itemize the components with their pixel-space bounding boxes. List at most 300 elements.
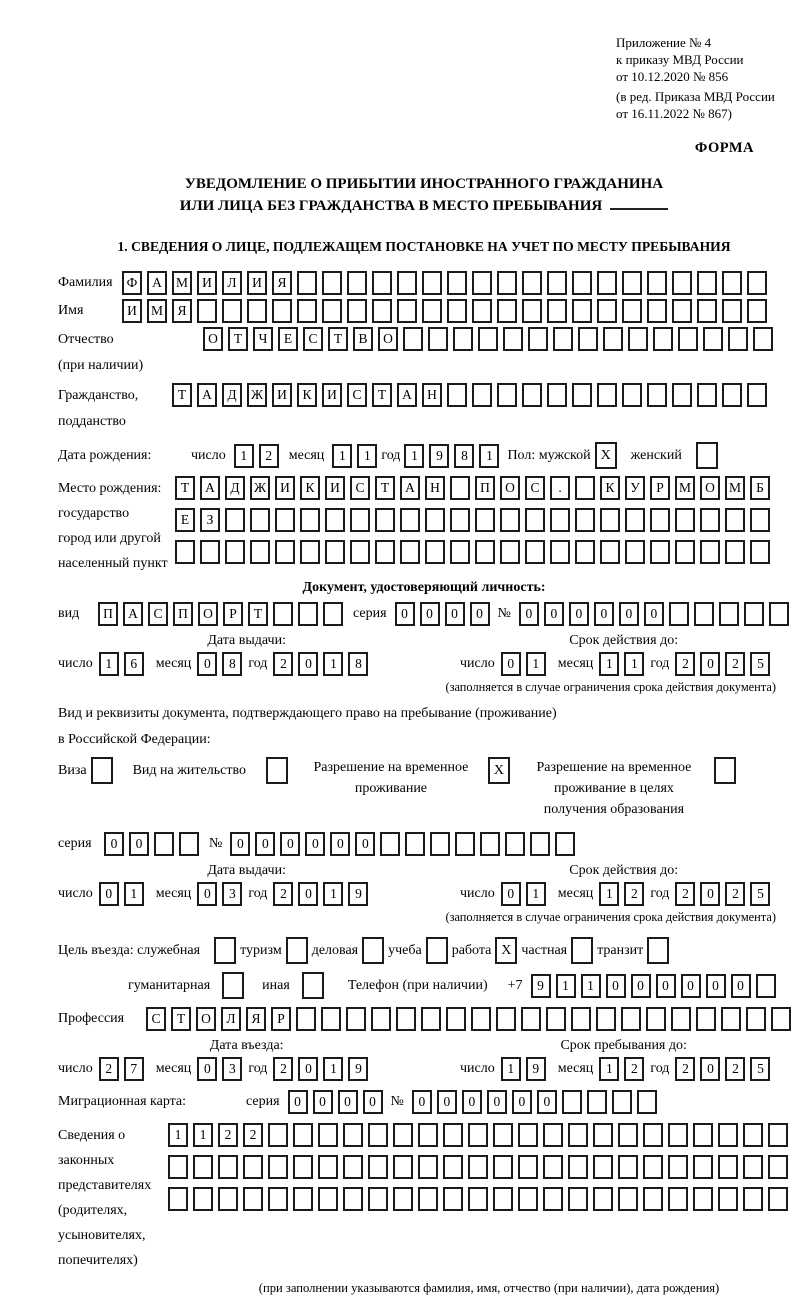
char-cell[interactable]: 8 — [222, 652, 242, 676]
char-cell[interactable] — [396, 1007, 416, 1031]
char-cell[interactable] — [425, 508, 445, 532]
char-cell[interactable]: 0 — [298, 1057, 318, 1081]
char-cell[interactable]: Т — [175, 476, 195, 500]
char-cell[interactable] — [325, 540, 345, 564]
char-cell[interactable] — [168, 1155, 188, 1179]
char-cell[interactable]: 0 — [512, 1090, 532, 1114]
char-cell[interactable]: 2 — [99, 1057, 119, 1081]
char-cell[interactable] — [543, 1123, 563, 1147]
char-cell[interactable] — [418, 1123, 438, 1147]
char-cell[interactable] — [243, 1187, 263, 1211]
char-cell[interactable] — [393, 1187, 413, 1211]
char-cell[interactable] — [375, 540, 395, 564]
char-cell[interactable]: Ж — [247, 383, 267, 407]
char-cell[interactable]: 0 — [363, 1090, 383, 1114]
char-cell[interactable] — [768, 1155, 788, 1179]
char-cell[interactable]: О — [198, 602, 218, 626]
char-cell[interactable] — [669, 602, 689, 626]
char-cell[interactable] — [475, 540, 495, 564]
char-cell[interactable] — [293, 1187, 313, 1211]
char-cell[interactable] — [168, 1187, 188, 1211]
char-cell[interactable]: Т — [328, 327, 348, 351]
char-cell[interactable] — [572, 299, 592, 323]
char-cell[interactable]: 8 — [348, 652, 368, 676]
char-cell[interactable] — [468, 1123, 488, 1147]
char-cell[interactable]: 2 — [218, 1123, 238, 1147]
char-cell[interactable] — [700, 508, 720, 532]
char-cell[interactable] — [597, 383, 617, 407]
char-cell[interactable]: Ч — [253, 327, 273, 351]
char-cell[interactable]: П — [98, 602, 118, 626]
char-cell[interactable]: 1 — [168, 1123, 188, 1147]
char-cell[interactable]: 0 — [606, 974, 626, 998]
char-cell[interactable] — [596, 1007, 616, 1031]
char-cell[interactable]: Т — [228, 327, 248, 351]
char-cell[interactable] — [300, 508, 320, 532]
char-cell[interactable] — [697, 299, 717, 323]
char-cell[interactable] — [571, 1007, 591, 1031]
char-cell[interactable] — [197, 299, 217, 323]
char-cell[interactable]: К — [300, 476, 320, 500]
char-cell[interactable] — [721, 1007, 741, 1031]
male-checkbox[interactable]: X — [595, 442, 617, 469]
char-cell[interactable] — [500, 540, 520, 564]
char-cell[interactable] — [575, 476, 595, 500]
char-cell[interactable] — [647, 383, 667, 407]
char-cell[interactable]: 0 — [313, 1090, 333, 1114]
char-cell[interactable]: 9 — [429, 444, 449, 468]
char-cell[interactable]: 0 — [501, 652, 521, 676]
char-cell[interactable] — [453, 327, 473, 351]
char-cell[interactable] — [768, 1123, 788, 1147]
char-cell[interactable]: 1 — [404, 444, 424, 468]
char-cell[interactable]: 2 — [273, 882, 293, 906]
char-cell[interactable] — [471, 1007, 491, 1031]
char-cell[interactable] — [368, 1155, 388, 1179]
char-cell[interactable] — [447, 299, 467, 323]
char-cell[interactable]: 0 — [537, 1090, 557, 1114]
char-cell[interactable] — [553, 327, 573, 351]
char-cell[interactable] — [468, 1155, 488, 1179]
char-cell[interactable]: 0 — [544, 602, 564, 626]
char-cell[interactable] — [493, 1155, 513, 1179]
char-cell[interactable] — [600, 540, 620, 564]
char-cell[interactable]: Д — [222, 383, 242, 407]
char-cell[interactable] — [597, 271, 617, 295]
char-cell[interactable] — [297, 271, 317, 295]
char-cell[interactable]: Б — [750, 476, 770, 500]
char-cell[interactable] — [268, 1123, 288, 1147]
char-cell[interactable] — [547, 299, 567, 323]
char-cell[interactable] — [647, 271, 667, 295]
char-cell[interactable] — [393, 1155, 413, 1179]
char-cell[interactable] — [243, 1155, 263, 1179]
char-cell[interactable] — [522, 271, 542, 295]
char-cell[interactable]: Р — [650, 476, 670, 500]
char-cell[interactable] — [525, 508, 545, 532]
char-cell[interactable]: И — [272, 383, 292, 407]
char-cell[interactable] — [650, 540, 670, 564]
char-cell[interactable]: С — [347, 383, 367, 407]
char-cell[interactable] — [397, 271, 417, 295]
char-cell[interactable]: 0 — [338, 1090, 358, 1114]
char-cell[interactable] — [547, 271, 567, 295]
char-cell[interactable] — [593, 1155, 613, 1179]
char-cell[interactable]: 3 — [222, 1057, 242, 1081]
char-cell[interactable] — [525, 540, 545, 564]
char-cell[interactable] — [703, 327, 723, 351]
female-checkbox[interactable] — [696, 442, 718, 469]
char-cell[interactable]: 1 — [479, 444, 499, 468]
char-cell[interactable] — [322, 271, 342, 295]
char-cell[interactable]: 0 — [470, 602, 490, 626]
char-cell[interactable] — [298, 602, 318, 626]
char-cell[interactable] — [275, 540, 295, 564]
char-cell[interactable] — [472, 299, 492, 323]
temp-residence-checkbox[interactable]: X — [488, 757, 510, 784]
char-cell[interactable] — [700, 540, 720, 564]
char-cell[interactable] — [154, 832, 174, 856]
char-cell[interactable] — [430, 832, 450, 856]
char-cell[interactable]: 2 — [725, 652, 745, 676]
char-cell[interactable] — [425, 540, 445, 564]
char-cell[interactable]: 9 — [348, 882, 368, 906]
char-cell[interactable] — [218, 1187, 238, 1211]
char-cell[interactable]: Е — [278, 327, 298, 351]
char-cell[interactable]: И — [247, 271, 267, 295]
char-cell[interactable]: 1 — [501, 1057, 521, 1081]
char-cell[interactable] — [247, 299, 267, 323]
char-cell[interactable] — [518, 1155, 538, 1179]
char-cell[interactable]: 0 — [501, 882, 521, 906]
char-cell[interactable] — [543, 1187, 563, 1211]
char-cell[interactable] — [587, 1090, 607, 1114]
char-cell[interactable]: 0 — [255, 832, 275, 856]
char-cell[interactable]: Я — [272, 271, 292, 295]
char-cell[interactable] — [403, 327, 423, 351]
char-cell[interactable] — [675, 540, 695, 564]
char-cell[interactable] — [678, 327, 698, 351]
char-cell[interactable]: 2 — [725, 1057, 745, 1081]
purpose-private-checkbox[interactable] — [571, 937, 593, 964]
char-cell[interactable]: Т — [172, 383, 192, 407]
char-cell[interactable]: Т — [375, 476, 395, 500]
char-cell[interactable]: Н — [422, 383, 442, 407]
char-cell[interactable]: 1 — [323, 882, 343, 906]
char-cell[interactable]: 0 — [197, 652, 217, 676]
char-cell[interactable] — [446, 1007, 466, 1031]
char-cell[interactable] — [693, 1123, 713, 1147]
char-cell[interactable] — [653, 327, 673, 351]
char-cell[interactable] — [318, 1155, 338, 1179]
char-cell[interactable] — [618, 1155, 638, 1179]
char-cell[interactable]: 0 — [99, 882, 119, 906]
char-cell[interactable] — [450, 476, 470, 500]
char-cell[interactable]: Я — [246, 1007, 266, 1031]
char-cell[interactable] — [622, 271, 642, 295]
char-cell[interactable]: М — [725, 476, 745, 500]
char-cell[interactable]: 1 — [624, 652, 644, 676]
char-cell[interactable] — [472, 383, 492, 407]
char-cell[interactable] — [722, 383, 742, 407]
char-cell[interactable] — [505, 832, 525, 856]
char-cell[interactable] — [497, 271, 517, 295]
char-cell[interactable] — [650, 508, 670, 532]
char-cell[interactable]: 0 — [437, 1090, 457, 1114]
char-cell[interactable] — [443, 1187, 463, 1211]
char-cell[interactable]: Я — [172, 299, 192, 323]
char-cell[interactable]: Л — [222, 271, 242, 295]
char-cell[interactable]: 0 — [280, 832, 300, 856]
char-cell[interactable]: 0 — [230, 832, 250, 856]
char-cell[interactable]: Ф — [122, 271, 142, 295]
char-cell[interactable] — [718, 1155, 738, 1179]
char-cell[interactable]: 1 — [323, 652, 343, 676]
char-cell[interactable] — [347, 271, 367, 295]
purpose-other-checkbox[interactable] — [302, 972, 324, 999]
char-cell[interactable]: 8 — [454, 444, 474, 468]
char-cell[interactable]: 5 — [750, 1057, 770, 1081]
char-cell[interactable] — [318, 1187, 338, 1211]
char-cell[interactable]: 2 — [725, 882, 745, 906]
char-cell[interactable]: И — [322, 383, 342, 407]
char-cell[interactable] — [397, 299, 417, 323]
char-cell[interactable] — [318, 1123, 338, 1147]
char-cell[interactable]: 1 — [99, 652, 119, 676]
char-cell[interactable] — [547, 383, 567, 407]
char-cell[interactable] — [350, 508, 370, 532]
char-cell[interactable] — [747, 383, 767, 407]
char-cell[interactable] — [200, 540, 220, 564]
char-cell[interactable]: 0 — [569, 602, 589, 626]
char-cell[interactable] — [668, 1155, 688, 1179]
char-cell[interactable]: 0 — [681, 974, 701, 998]
char-cell[interactable]: 0 — [631, 974, 651, 998]
char-cell[interactable] — [497, 383, 517, 407]
char-cell[interactable]: 0 — [700, 882, 720, 906]
char-cell[interactable] — [322, 299, 342, 323]
char-cell[interactable] — [346, 1007, 366, 1031]
char-cell[interactable] — [771, 1007, 791, 1031]
char-cell[interactable] — [393, 1123, 413, 1147]
char-cell[interactable]: 3 — [222, 882, 242, 906]
char-cell[interactable] — [375, 508, 395, 532]
char-cell[interactable] — [222, 299, 242, 323]
char-cell[interactable] — [175, 540, 195, 564]
purpose-tourism-checkbox[interactable] — [286, 937, 308, 964]
char-cell[interactable] — [747, 271, 767, 295]
char-cell[interactable]: А — [397, 383, 417, 407]
char-cell[interactable] — [672, 383, 692, 407]
residence-permit-checkbox[interactable] — [266, 757, 288, 784]
char-cell[interactable] — [503, 327, 523, 351]
char-cell[interactable]: С — [303, 327, 323, 351]
char-cell[interactable] — [743, 1155, 763, 1179]
char-cell[interactable]: 1 — [581, 974, 601, 998]
char-cell[interactable]: 5 — [750, 652, 770, 676]
char-cell[interactable] — [725, 540, 745, 564]
char-cell[interactable] — [428, 327, 448, 351]
char-cell[interactable] — [443, 1123, 463, 1147]
char-cell[interactable] — [273, 602, 293, 626]
char-cell[interactable] — [718, 1123, 738, 1147]
char-cell[interactable]: 0 — [298, 882, 318, 906]
char-cell[interactable] — [325, 508, 345, 532]
char-cell[interactable]: 0 — [305, 832, 325, 856]
char-cell[interactable]: 1 — [193, 1123, 213, 1147]
char-cell[interactable] — [293, 1155, 313, 1179]
char-cell[interactable] — [296, 1007, 316, 1031]
char-cell[interactable] — [622, 383, 642, 407]
char-cell[interactable] — [625, 540, 645, 564]
char-cell[interactable]: А — [123, 602, 143, 626]
char-cell[interactable]: 0 — [197, 1057, 217, 1081]
char-cell[interactable]: 1 — [357, 444, 377, 468]
char-cell[interactable] — [193, 1155, 213, 1179]
char-cell[interactable]: 0 — [487, 1090, 507, 1114]
char-cell[interactable] — [472, 271, 492, 295]
char-cell[interactable]: 9 — [531, 974, 551, 998]
char-cell[interactable] — [468, 1187, 488, 1211]
char-cell[interactable]: 0 — [104, 832, 124, 856]
char-cell[interactable] — [618, 1123, 638, 1147]
char-cell[interactable] — [671, 1007, 691, 1031]
char-cell[interactable] — [422, 299, 442, 323]
char-cell[interactable] — [593, 1123, 613, 1147]
char-cell[interactable] — [603, 327, 623, 351]
char-cell[interactable]: 0 — [619, 602, 639, 626]
char-cell[interactable] — [443, 1155, 463, 1179]
char-cell[interactable]: 0 — [700, 652, 720, 676]
char-cell[interactable] — [447, 271, 467, 295]
char-cell[interactable] — [675, 508, 695, 532]
char-cell[interactable]: 2 — [675, 1057, 695, 1081]
char-cell[interactable]: 0 — [420, 602, 440, 626]
char-cell[interactable]: 0 — [330, 832, 350, 856]
char-cell[interactable]: Т — [248, 602, 268, 626]
char-cell[interactable] — [550, 540, 570, 564]
char-cell[interactable] — [622, 299, 642, 323]
temp-residence-edu-checkbox[interactable] — [714, 757, 736, 784]
char-cell[interactable]: 0 — [731, 974, 751, 998]
char-cell[interactable] — [250, 540, 270, 564]
char-cell[interactable] — [597, 299, 617, 323]
char-cell[interactable] — [568, 1187, 588, 1211]
char-cell[interactable]: 0 — [355, 832, 375, 856]
char-cell[interactable] — [575, 540, 595, 564]
char-cell[interactable] — [518, 1123, 538, 1147]
char-cell[interactable] — [518, 1187, 538, 1211]
char-cell[interactable] — [725, 508, 745, 532]
char-cell[interactable]: 2 — [273, 652, 293, 676]
char-cell[interactable] — [769, 602, 789, 626]
char-cell[interactable] — [528, 327, 548, 351]
char-cell[interactable]: 0 — [700, 1057, 720, 1081]
char-cell[interactable] — [618, 1187, 638, 1211]
char-cell[interactable]: З — [200, 508, 220, 532]
char-cell[interactable]: С — [350, 476, 370, 500]
char-cell[interactable]: 2 — [675, 652, 695, 676]
char-cell[interactable]: 7 — [124, 1057, 144, 1081]
char-cell[interactable] — [218, 1155, 238, 1179]
char-cell[interactable] — [750, 540, 770, 564]
char-cell[interactable]: О — [203, 327, 223, 351]
char-cell[interactable]: А — [147, 271, 167, 295]
char-cell[interactable]: 1 — [332, 444, 352, 468]
char-cell[interactable] — [297, 299, 317, 323]
char-cell[interactable]: 0 — [412, 1090, 432, 1114]
char-cell[interactable] — [300, 540, 320, 564]
char-cell[interactable] — [753, 327, 773, 351]
char-cell[interactable]: С — [525, 476, 545, 500]
char-cell[interactable]: 1 — [323, 1057, 343, 1081]
char-cell[interactable] — [368, 1123, 388, 1147]
char-cell[interactable] — [275, 508, 295, 532]
char-cell[interactable] — [450, 540, 470, 564]
char-cell[interactable]: 9 — [526, 1057, 546, 1081]
char-cell[interactable] — [179, 832, 199, 856]
char-cell[interactable] — [572, 271, 592, 295]
char-cell[interactable]: 2 — [624, 1057, 644, 1081]
char-cell[interactable] — [718, 1187, 738, 1211]
char-cell[interactable] — [372, 299, 392, 323]
char-cell[interactable] — [743, 1187, 763, 1211]
char-cell[interactable]: Р — [223, 602, 243, 626]
char-cell[interactable] — [225, 508, 245, 532]
char-cell[interactable] — [672, 271, 692, 295]
char-cell[interactable] — [643, 1123, 663, 1147]
char-cell[interactable] — [628, 327, 648, 351]
char-cell[interactable]: О — [378, 327, 398, 351]
char-cell[interactable]: С — [146, 1007, 166, 1031]
char-cell[interactable]: 2 — [259, 444, 279, 468]
char-cell[interactable]: А — [400, 476, 420, 500]
char-cell[interactable] — [621, 1007, 641, 1031]
char-cell[interactable] — [521, 1007, 541, 1031]
char-cell[interactable] — [268, 1155, 288, 1179]
char-cell[interactable] — [522, 299, 542, 323]
char-cell[interactable] — [500, 508, 520, 532]
char-cell[interactable] — [756, 974, 776, 998]
char-cell[interactable]: Л — [221, 1007, 241, 1031]
char-cell[interactable] — [568, 1123, 588, 1147]
char-cell[interactable] — [450, 508, 470, 532]
char-cell[interactable]: 0 — [519, 602, 539, 626]
char-cell[interactable]: К — [600, 476, 620, 500]
char-cell[interactable] — [646, 1007, 666, 1031]
char-cell[interactable] — [697, 383, 717, 407]
char-cell[interactable] — [530, 832, 550, 856]
char-cell[interactable]: О — [700, 476, 720, 500]
char-cell[interactable] — [743, 1123, 763, 1147]
char-cell[interactable] — [637, 1090, 657, 1114]
char-cell[interactable]: 2 — [675, 882, 695, 906]
char-cell[interactable]: 1 — [599, 652, 619, 676]
char-cell[interactable]: А — [200, 476, 220, 500]
char-cell[interactable] — [568, 1155, 588, 1179]
char-cell[interactable]: 1 — [599, 1057, 619, 1081]
char-cell[interactable]: 0 — [594, 602, 614, 626]
purpose-humanitarian-checkbox[interactable] — [222, 972, 244, 999]
char-cell[interactable] — [493, 1123, 513, 1147]
char-cell[interactable] — [543, 1155, 563, 1179]
purpose-transit-checkbox[interactable] — [647, 937, 669, 964]
char-cell[interactable] — [475, 508, 495, 532]
char-cell[interactable] — [400, 508, 420, 532]
char-cell[interactable] — [750, 508, 770, 532]
char-cell[interactable]: Р — [271, 1007, 291, 1031]
char-cell[interactable] — [728, 327, 748, 351]
